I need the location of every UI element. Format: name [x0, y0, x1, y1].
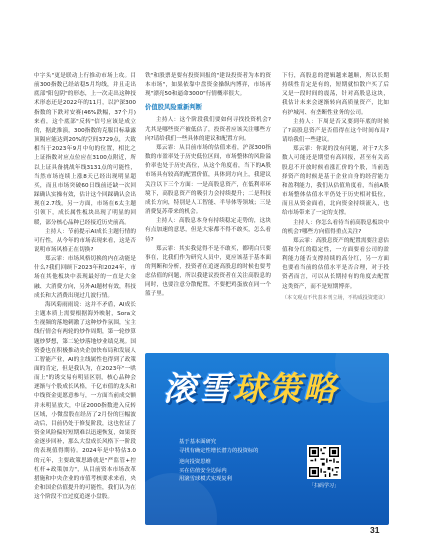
- banner-line: 基于基本面研究: [179, 439, 217, 445]
- article-paragraph: 中字头"更是联动上行推动市场上攻。目前300指数已经站稳5月均线，并且走出底部"阳包阴"的形态，上一次走出这种技术形态还是2022年的11月，以沪深300指数的下跌对安赛(46%跌幅，37个月)来看，这个底部"反转"信号应该是成立的，据此推演，300指数的克服目标暴露顶隔应能达到20%的空间3729点，大致相当于2023年9月中旬的位置，相比之上证指数对应点位应在3100点附近，所以上证具备挑战年线3131点的可能性，当然市场连续上涨8天已经出现明显超买，而且市场突破60日线前还缺一次回踩确认实操有效，估计这个回踩确认会出现在2.7线，另一方面，市场在6太主题引领下，成长属性板块出现了明显的回暖，部分核心品种已经接近历史前高。: [34, 73, 136, 226]
- qr-code[interactable]: [307, 445, 341, 479]
- article-paragraph: 郑云霏：其实我觉得不是不敢买，都明白只要事在，比我们作为研究人员中，更应该基于基本面的判断和分析，投资者在追逐高股息的时候也要考虑估值的问题，所以我建议投资者在关注高股息的同时，也要注意分散配置，不要把鸡蛋放在同一个篮子里。: [145, 245, 271, 298]
- article-paragraph: 海风菊雨雨说：这并不矛盾，AI成长主题本质上需要根据海外映射，Sora文生视频的落地刺激了这种炒作氛围，宝主线行情会有两轮的炒作周期，第一轮炒算题炒梦想，第二轮炒落地炒业绩兑现。国资委也在积极推动央企加快布局和发展人工智能产业，AI的主线属性也得到了政策面的肯定，但是我认为，在2023年"一哄而上"的诱交易有明显区别，核心品种会逐渐与个股成长风格，千亿市值的龙头和中线资金更愿意参与，一方面当前成交额并未明显放大，中证2000指数进入反转区域，小微盘股在经历了2月份的巨幅波动后，目前仍处于修复阶段，这也佐证了资金风险偏好短期难以迅速恢复，如果资金逐步回补，那么大盘成长风格下一阶段的表现值得期待。2024年是中特估3.0的元年，主要政策思路就是"严监管+控杠杆+政策加力"，从目前资本市场改革措施和中央企业的市值考核要求来看，央企和国企估值提升的可能性，我们认为在这个阶段不宜过度追逐小盘股。: [34, 301, 136, 501]
- article-paragraph: 郑云霏：你说的没有问题，对于7大多数人可能还是期望有高回报，甚至有关高股息不开放时候看涨汇价的个股，当前选择资产的时候是基于企业自身的经营能力和盈利能力，我们从估值角度看，当前A股市场整体估值水平仍处于历史相对低位，而且从资金面看，北向资金持续流入，也给市场带来了一定的支撑。: [282, 146, 389, 217]
- banner-line: 逆向投资思维: [179, 459, 211, 466]
- article-paragraph: 主持人：下周是否又要到年底的时候了?高股息资产是否值得在这个时间布局?请给我们一些建议。: [282, 118, 389, 144]
- article-paragraph: 郑云霏：市场风格切换的内在动能是什么?我们回顾下2023年和2024年，市场在其他板块中表现最好的一直是大金融、大消费方向，另外AI题材有效，科技成长和大消费出现过几波行情。: [34, 256, 136, 299]
- article-paragraph: 主持人：你怎么看待当前高股息板块中的机会?哪些方向值得重点关注?: [282, 219, 389, 235]
- article-paragraph: 主持人：这个阶段我们要如何寻找投资机会?尤其是哪些资产被低估了，投资者应该关注哪些方向?请给我们一些具体的建议和配置方向。: [145, 117, 271, 142]
- banner-line: 用滚雪球模式实现复利: [179, 476, 232, 483]
- disclaimer-note: （本文观点不代表本刊立场，不构成投资建议）: [282, 294, 389, 301]
- article-column-3: [282, 72, 389, 303]
- article-column-1: [34, 72, 136, 502]
- banner-headline-part2: 球策略: [233, 369, 338, 408]
- promo-banner[interactable]: [145, 353, 389, 525]
- banner-headline-part1: 滚雪: [163, 369, 233, 408]
- qr-code-icon: [309, 447, 339, 477]
- article-paragraph: 主持人：高股息本身有持续稳定走势的，这块有点加速的意思，但是大家都不得不敢买，怎么看待?: [145, 218, 271, 243]
- banner-line: 寻找有确定性增长潜力的投资标的: [179, 447, 259, 454]
- article-paragraph: 下行，高股息的逻辑越来越顺，所以长期持续性肯定是有的，短期就怕散户买了后又是一段时间的震荡，针对高股息这块，我估计未来会逐渐转向高质量资产，比如有护城河、有垄断性业务的公司。: [282, 73, 389, 116]
- section-title: 价值股风险重新判断: [145, 104, 203, 112]
- article-paragraph: 铁"和股票是要有投资回报的"建设投资者为本的资本市场"，如果依靠中盘资金操纵内博弈，市场再现"漂亮50和逼命3000"行情概率很大。: [145, 73, 271, 98]
- page-number: 31: [370, 525, 380, 535]
- article-paragraph: 郑云霏：高股息资产的配置需要注意估值和分红的稳定性，一方面要看公司的盈利能力能否支撑持续的高分红，另一方面也要看当前的估值水平是否合理，对于投资者而言，可以从长期持有的角度去配置这类资产，而不是短期博弈。: [282, 237, 389, 290]
- banner-headline: [163, 369, 371, 409]
- article-paragraph: 主持人：节前提示AI成长主题行情的可行性，从今年的市场表现来看，这是否说明市场风格正在切换?: [34, 228, 136, 253]
- article-column-2: [145, 72, 271, 300]
- banner-description: [179, 438, 294, 484]
- qr-label: 「扫码学习」: [308, 483, 339, 489]
- article-paragraph: 郑云霏：从目前市场的估值来看，沪深300指数的市盈率处于历史低位区间，市场整体的风险溢价率也处于历史高位，从这个角度看，当下的A股市场具有较高的配置价值，具体到方向上，我建议关注以下三个方面：一是高股息资产，在低利率环境下，高股息资产的吸引力会持续提升；二是科技成长方向，特别是人工智能、半导体等领域；三是消费复苏带来的机会。: [145, 144, 271, 216]
- banner-line: 买在估值安全边际内: [179, 467, 227, 474]
